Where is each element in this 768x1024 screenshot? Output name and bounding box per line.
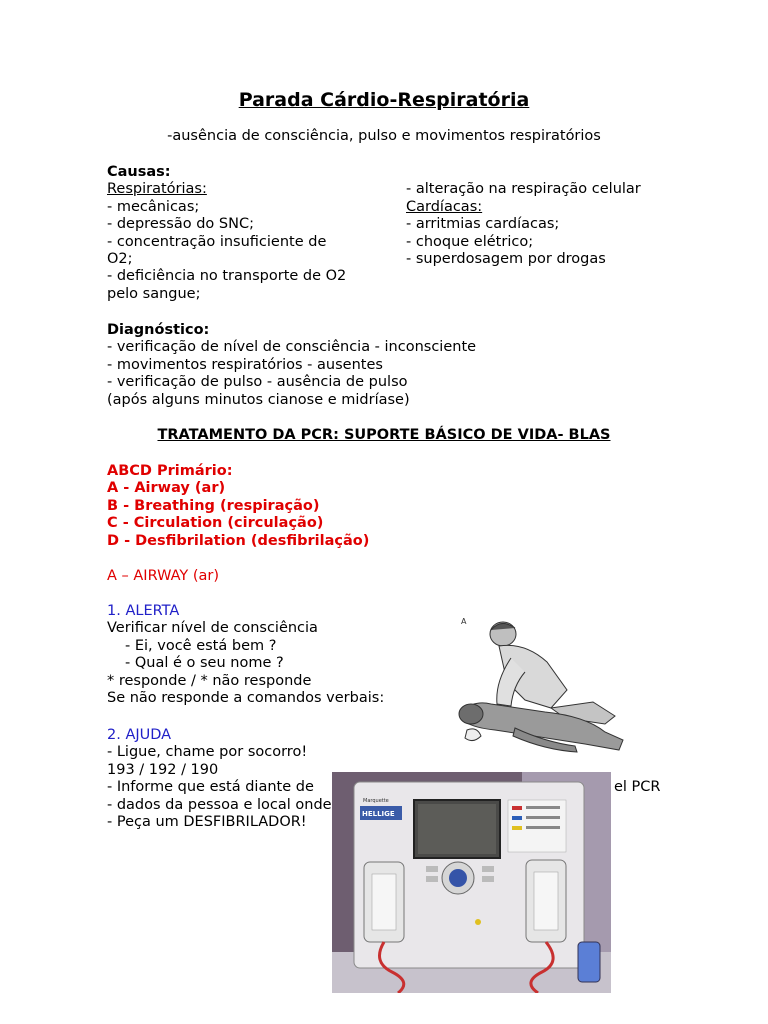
list-item: - Informe que está diante de [107,779,314,796]
list-item: - verificação de pulso - ausência de pulso [107,374,408,391]
list-item: * responde / * não responde [107,672,312,689]
respiratorias-label: Respiratórias: [107,181,207,198]
list-item: - Peça um DESFIBRILADOR! [107,813,307,830]
ajuda-section [107,727,332,831]
list-item: (após alguns minutos cianose e midríase) [107,391,410,408]
ajuda-line-suffix: el PCR [614,779,661,796]
diagnostico-heading: Diagnóstico: [107,322,210,338]
causas-left-column [107,164,346,303]
list-item: - arritmias cardíacas; [406,216,560,233]
list-item: - concentração insuficiente de [107,233,327,250]
device-brand-top: Marquette [363,798,389,804]
list-item: Se não responde a comandos verbais: [107,689,385,706]
list-item: - choque elétrico; [406,233,534,250]
list-item: C - Circulation (circulação) [107,515,324,532]
list-item: - mecânicas; [107,198,200,215]
list-item: pelo sangue; [107,285,201,302]
page-title: Parada Cárdio-Respiratória [238,89,530,111]
cpr-illustration [455,612,635,764]
list-item: - deficiência no transporte de O2 [107,268,347,285]
list-item: - verificação de nível de consciência - inconsciente [107,339,477,356]
list-item: O2; [107,250,133,267]
list-item: B - Breathing (respiração) [107,497,320,514]
causas-heading: Causas: [107,164,171,180]
list-item: - depressão do SNC; [107,216,254,233]
abcd-section [107,463,369,550]
abcd-heading: ABCD Primário: [107,463,233,479]
list-item: 193 / 192 / 190 [107,761,219,778]
ajuda-heading: 2. AJUDA [107,727,172,743]
alerta-section [107,603,384,707]
list-item: - Ligue, chame por socorro! [107,744,308,761]
page-subtitle: -ausência de consciência, pulso e movimentos respiratórios [167,128,601,144]
list-item: - dados da pessoa e local onde [107,796,332,813]
illustration-letter: A [461,617,467,626]
list-item: - alteração na respiração celular [406,181,641,198]
defibrillator-photo [332,772,611,993]
list-item: - Qual é o seu nome ? [125,655,284,672]
diagnostico-section [107,322,476,409]
tratamento-heading: TRATAMENTO DA PCR: SUPORTE BÁSICO DE VIDA- BLAS [157,427,611,443]
list-item: D - Desfibrilation (desfibrilação) [107,532,370,549]
causas-right-column [406,181,641,268]
list-item: - Ei, você está bem ? [125,637,277,654]
list-item: - movimentos respiratórios - ausentes [107,356,383,373]
list-item: - superdosagem por drogas [406,250,606,267]
alerta-heading: 1. ALERTA [107,603,180,619]
device-brand: HELLIGE [362,810,395,818]
list-item: Verificar nível de consciência [107,620,318,637]
airway-heading: A – AIRWAY (ar) [107,568,220,584]
list-item: A - Airway (ar) [107,480,226,497]
cardiacas-label: Cardíacas: [406,198,483,215]
